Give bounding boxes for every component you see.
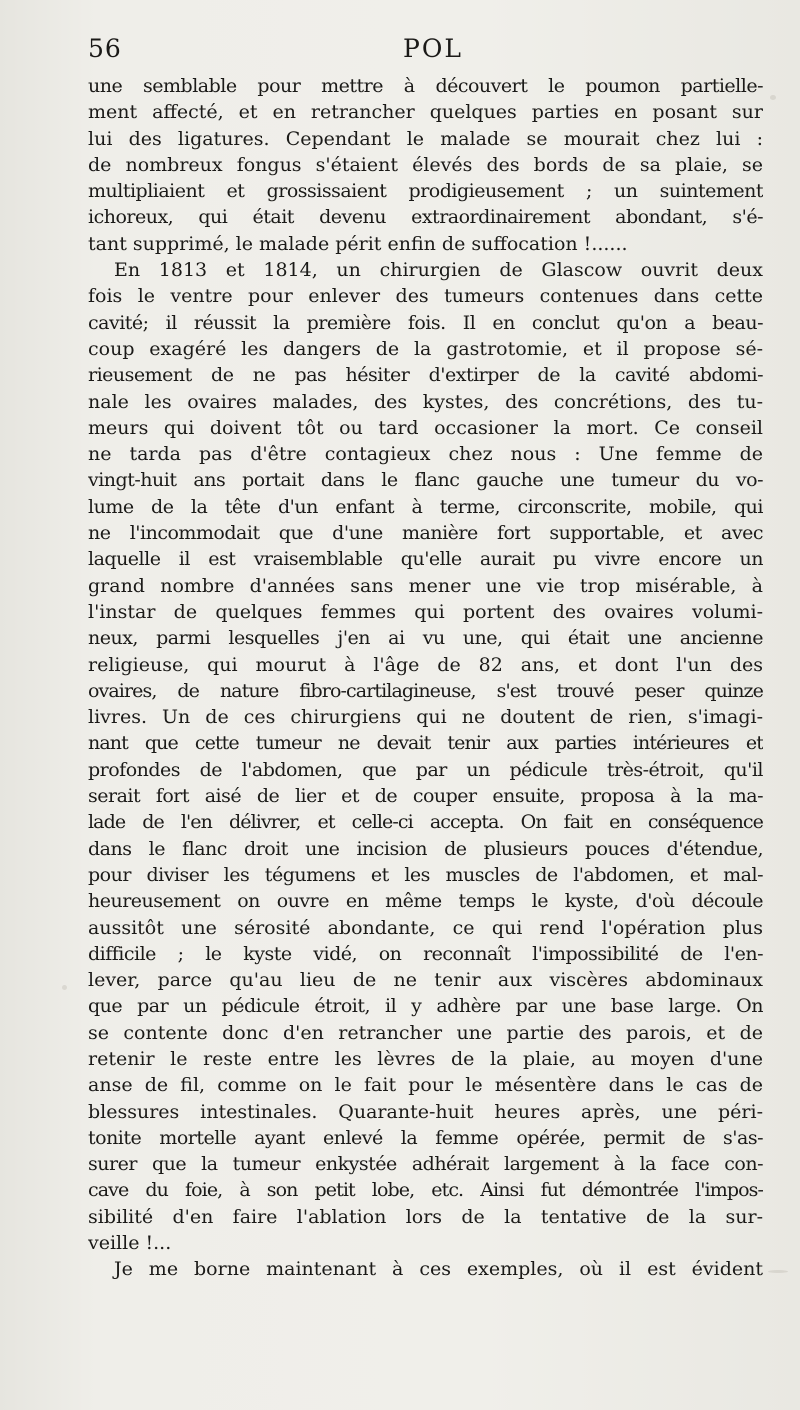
text-line: surer que la tumeur enkystée adhérait largement à la face con- — [88, 1153, 763, 1176]
text-line: lui des ligatures. Cependant le malade se mourait chez lui : — [88, 127, 763, 150]
text-line: tant supprimé, le malade périt enfin de suffocation !...... — [88, 232, 628, 255]
page-header — [88, 34, 778, 74]
text-line: dans le flanc droit une incision de plusieurs pouces d'étendue, — [88, 837, 763, 860]
page-number: 56 — [88, 34, 122, 63]
text-line: difficile ; le kyste vidé, on reconnaît l'impossibilité de l'en- — [88, 942, 763, 965]
text-line: cavité; il réussit la première fois. Il en conclut qu'on a beau- — [88, 311, 763, 334]
text-line: vingt-huit ans portait dans le flanc gauche une tumeur du vo- — [88, 469, 763, 492]
running-head: POL — [403, 34, 463, 63]
text-line: blessures intestinales. Quarante-huit heures après, une péri- — [88, 1100, 763, 1123]
text-line: ment affecté, et en retrancher quelques parties en posant sur — [88, 101, 763, 124]
text-line: ne tarda pas d'être contagieux chez nous : Une femme de — [88, 443, 763, 466]
text-line: rieusement de ne pas hésiter d'extirper de la cavité abdomi- — [88, 364, 763, 387]
text-line: lever, parce qu'au lieu de ne tenir aux viscères abdominaux — [88, 969, 763, 992]
paper-stain — [770, 95, 776, 100]
text-line: neux, parmi lesquelles j'en ai vu une, qui était une ancienne — [88, 627, 763, 650]
text-line: lume de la tête d'un enfant à terme, circonscrite, mobile, qui — [88, 495, 763, 518]
text-line: fois le ventre pour enlever des tumeurs contenues dans cette — [88, 285, 763, 308]
text-line: pour diviser les tégumens et les muscles de l'abdomen, et mal- — [88, 863, 763, 886]
text-line: religieuse, qui mourut à l'âge de 82 ans, et dont l'un des — [88, 653, 763, 676]
text-line: sibilité d'en faire l'ablation lors de la tentative de la sur- — [88, 1205, 763, 1228]
text-line: meurs qui doivent tôt ou tard occasioner la mort. Ce conseil — [88, 416, 763, 439]
text-line: En 1813 et 1814, un chirurgien de Glascow ouvrit deux — [114, 259, 763, 282]
text-line: tonite mortelle ayant enlevé la femme opérée, permit de s'as- — [88, 1126, 763, 1149]
text-line: profondes de l'abdomen, que par un pédicule très-étroit, qu'il — [88, 758, 763, 781]
text-line: ovaires, de nature fibro-cartilagineuse, s'est trouvé peser quinze — [88, 679, 763, 702]
text-line: Je me borne maintenant à ces exemples, où il est évident — [114, 1258, 763, 1281]
text-line: livres. Un de ces chirurgiens qui ne doutent de rien, s'imagi- — [88, 706, 763, 729]
text-line: ne l'incommodait que d'une manière fort supportable, et avec — [88, 522, 763, 545]
text-line: nale les ovaires malades, des kystes, des concrétions, des tu- — [88, 390, 763, 413]
text-line: veille !... — [88, 1232, 172, 1255]
text-line: une semblable pour mettre à découvert le poumon partielle- — [88, 75, 763, 97]
text-line: lade de l'en délivrer, et celle-ci accepta. On fait en conséquence — [88, 811, 763, 834]
text-line: cave du foie, à son petit lobe, etc. Ainsi fut démontrée l'impos- — [88, 1179, 763, 1202]
text-line: retenir le reste entre les lèvres de la plaie, au moyen d'une — [88, 1047, 763, 1070]
text-line: se contente donc d'en retrancher une partie des parois, et de — [88, 1021, 763, 1044]
text-line: serait fort aisé de lier et de couper ensuite, proposa à la ma- — [88, 785, 763, 808]
text-line: multipliaient et grossissaient prodigieusement ; un suintement — [88, 180, 763, 203]
text-line: laquelle il est vraisemblable qu'elle aurait pu vivre encore un — [88, 548, 763, 571]
text-line: l'instar de quelques femmes qui portent des ovaires volumi- — [88, 600, 763, 623]
text-line: que par un pédicule étroit, il y adhère par une base large. On — [88, 995, 763, 1018]
paper-stain — [768, 1270, 788, 1273]
text-line: heureusement on ouvre en même temps le kyste, d'où découle — [88, 890, 763, 913]
text-line: aussitôt une sérosité abondante, ce qui rend l'opération plus — [88, 916, 763, 939]
text-line: coup exagéré les dangers de la gastrotomie, et il propose sé- — [88, 337, 763, 360]
text-line: de nombreux fongus s'étaient élevés des bords de sa plaie, se — [88, 153, 763, 176]
body-text — [88, 73, 763, 1283]
text-line: grand nombre d'années sans mener une vie trop misérable, à — [88, 574, 763, 597]
text-line: nant que cette tumeur ne devait tenir aux parties intérieures et — [88, 732, 763, 755]
text-line: anse de fil, comme on le fait pour le mésentère dans le cas de — [88, 1074, 763, 1097]
text-line: ichoreux, qui était devenu extraordinairement abondant, s'é- — [88, 206, 763, 229]
paper-stain — [62, 985, 67, 990]
